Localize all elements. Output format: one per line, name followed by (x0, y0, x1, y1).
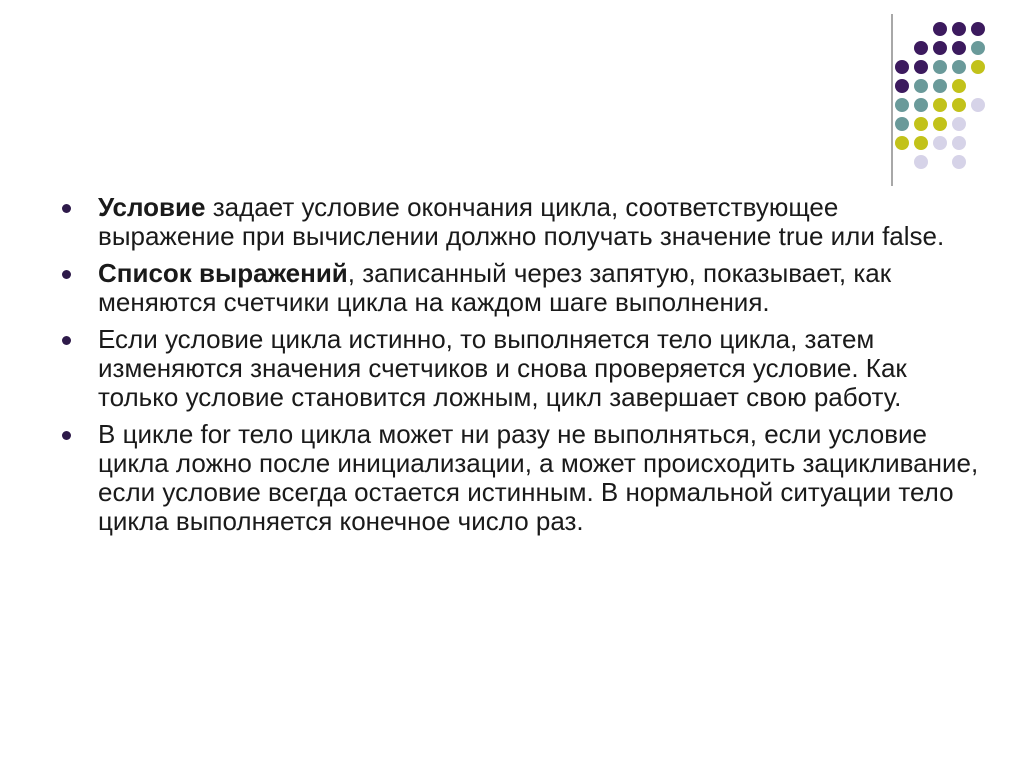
bullet-marker-icon (62, 336, 71, 345)
decorative-dot (914, 117, 928, 131)
decorative-dot (914, 41, 928, 55)
bullet-bold-text: Список выражений (98, 258, 348, 288)
decorative-dot (971, 98, 985, 112)
decorative-dot (952, 79, 966, 93)
bullet-item (60, 420, 980, 536)
decorative-dot (895, 98, 909, 112)
decorative-dot (933, 41, 947, 55)
decorative-dot (952, 155, 966, 169)
decorative-dot (933, 136, 947, 150)
decorative-dot (971, 41, 985, 55)
bullet-marker-icon (62, 431, 71, 440)
bullet-text: задает условие окончания цикла, соответствующее выражение при вычислении должно получать значение true или false. (98, 192, 945, 251)
bullet-text: , записанный через запятую, показывает, как меняются счетчики цикла на каждом шаге выполнения. (98, 258, 892, 317)
decorative-dot (952, 117, 966, 131)
decorative-dot (933, 117, 947, 131)
decorative-dot (895, 79, 909, 93)
decorative-dot (933, 60, 947, 74)
decorative-dot (895, 136, 909, 150)
bullet-item (60, 325, 980, 412)
bullet-marker-icon (62, 204, 71, 213)
decorative-dot (952, 136, 966, 150)
decorative-dot (952, 60, 966, 74)
decorative-dot-grid (0, 0, 1024, 200)
decorative-dot (933, 22, 947, 36)
decorative-dot (914, 79, 928, 93)
decorative-dot (952, 98, 966, 112)
decorative-dot (952, 22, 966, 36)
bullet-item (60, 193, 980, 251)
divider-line (891, 14, 893, 186)
decorative-dot (952, 41, 966, 55)
decorative-dot (933, 79, 947, 93)
decorative-dot (933, 98, 947, 112)
bullet-item (60, 259, 980, 317)
bullet-text: В цикле for тело цикла может ни разу не выполняться, если условие цикла ложно после инициализации, а может происходить зацикливание, если условие всегда остается истинным. В нормальной ситуации тело цикла выполняется конечное число раз. (98, 419, 979, 536)
decorative-dot (914, 155, 928, 169)
decorative-dot (895, 60, 909, 74)
decorative-dot (895, 117, 909, 131)
decorative-dot (914, 136, 928, 150)
bullet-text: Если условие цикла истинно, то выполняется тело цикла, затем изменяются значения счетчиков и снова проверяется условие. Как только условие становится ложным, цикл завершает свою работу. (98, 324, 907, 412)
bullet-marker-icon (62, 270, 71, 279)
decorative-dot (971, 22, 985, 36)
decorative-dot (914, 60, 928, 74)
decorative-dot (971, 60, 985, 74)
bullet-bold-text: Условие (98, 192, 206, 222)
decorative-dot (914, 98, 928, 112)
bullet-list (60, 193, 980, 544)
